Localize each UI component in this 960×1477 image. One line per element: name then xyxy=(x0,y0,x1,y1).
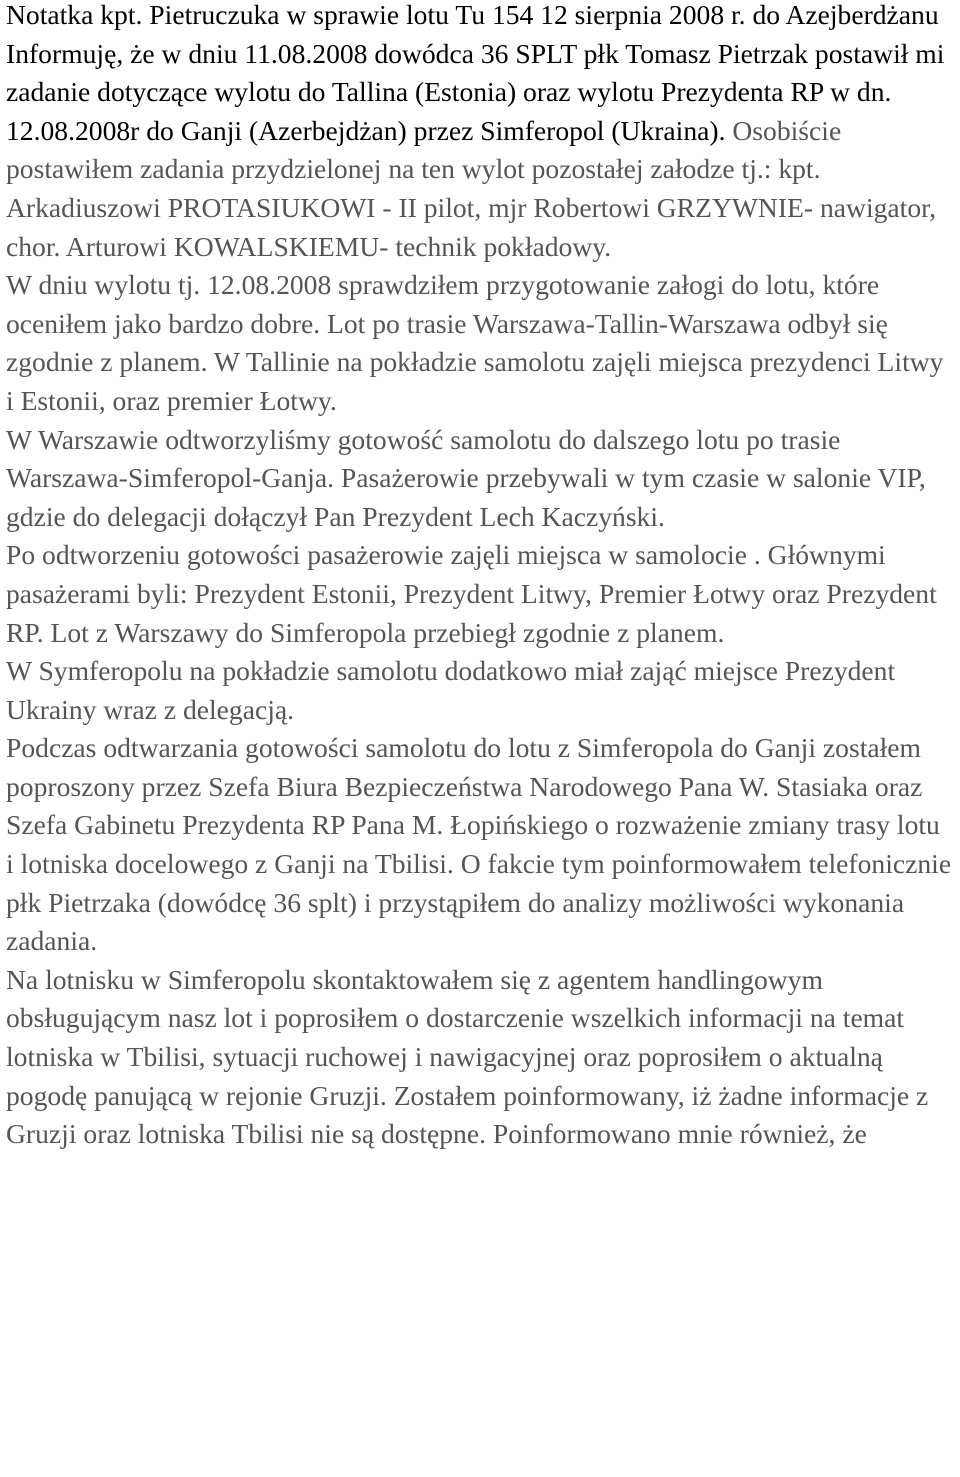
document-body xyxy=(6,35,954,1154)
document-paragraph xyxy=(6,421,954,537)
document-paragraph xyxy=(6,729,954,961)
paragraph-text-run: W Warszawie odtworzyliśmy gotowość samolotu do dalszego lotu po trasie Warszawa-Simferopol-Ganja. Pasażerowie przebywali w tym czasie w salonie VIP, gdzie do delegacji dołączył Pan Prezydent Lech Kaczyński. xyxy=(6,423,926,532)
document-paragraph xyxy=(6,652,954,729)
paragraph-text-run: Informuję, że w dniu 11.08.2008 dowódca 36 SPLT płk Tomasz Pietrzak postawił mi zadanie dotyczące wylotu do Tallina (Estonia) oraz wylotu Prezydenta RP w dn. 12.08.2008r do Ganji (Azerbejdżan) przez Simferopol (Ukraina). xyxy=(6,37,945,146)
paragraph-text-run: Osobiście postawiłem zadania przydzielonej na ten wylot pozostałej załodze tj.: kpt. Arkadiuszowi PROTASIUKOWI - II pilot, mjr Robertowi GRZYWNIE- nawigator, chor. Arturowi KOWALSKIEMU- technik pokładowy. xyxy=(6,114,937,262)
document-paragraph xyxy=(6,266,954,420)
document-paragraph xyxy=(6,536,954,652)
paragraph-text-run: Po odtworzeniu gotowości pasażerowie zajęli miejsca w samolocie . Głównymi pasażerami byli: Prezydent Estonii, Prezydent Litwy, Premier Łotwy oraz Prezydent RP. Lot z Warszawy do Simferopola przebiegł zgodnie z planem. xyxy=(6,539,937,648)
paragraph-text-run: W Symferopolu na pokładzie samolotu dodatkowo miał zająć miejsce Prezydent Ukrainy wraz z delegacją. xyxy=(6,655,896,725)
document-paragraph xyxy=(6,35,954,267)
document-paragraph xyxy=(6,961,954,1154)
paragraph-text-run: W dniu wylotu tj. 12.08.2008 sprawdziłem przygotowanie załogi do lotu, które oceniłem jako bardzo dobre. Lot po trasie Warszawa-Tallin-Warszawa odbył się zgodnie z planem. W Tallinie na pokładzie samolotu zajęli miejsca prezydenci Litwy i Estonii, oraz premier Łotwy. xyxy=(6,269,944,416)
paragraph-text-run: Na lotnisku w Simferopolu skontaktowałem się z agentem handlingowym obsługującym nasz lot i poprosiłem o dostarczenie wszelkich informacji na temat lotniska w Tbilisi, sytuacji ruchowej i nawigacyjnej oraz poprosiłem o aktualną pogodę panującą w rejonie Gruzji. Zostałem poinformowany, iż żadne informacje z Gruzji oraz lotniska Tbilisi nie są dostępne. Poinformowano mnie również, że xyxy=(6,963,929,1150)
document-title: Notatka kpt. Pietruczuka w sprawie lotu Tu 154 12 sierpnia 2008 r. do Azejberdżanu xyxy=(6,0,939,30)
paragraph-text-run: Podczas odtwarzania gotowości samolotu do lotu z Simferopola do Ganji zostałem poproszony przez Szefa Biura Bezpieczeństwa Narodowego Pana W. Stasiaka oraz Szefa Gabinetu Prezydenta RP Pana M. Łopińskiego o rozważenie zmiany trasy lotu i lotniska docelowego z Ganji na Tbilisi. O fakcie tym poinformowałem telefonicznie płk Pietrzaka (dowódcę 36 splt) i przystąpiłem do analizy możliwości wykonania zadania. xyxy=(6,732,952,957)
